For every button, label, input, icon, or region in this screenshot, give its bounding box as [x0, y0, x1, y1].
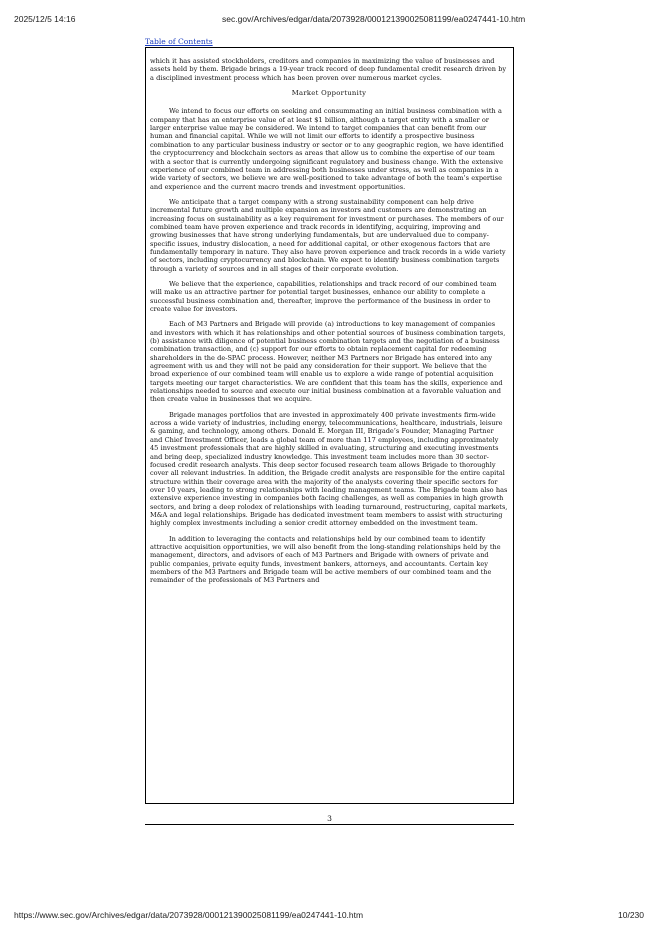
paragraph-brigade-portfolios: Brigade manages portfolios that are invested in approximately 400 private investments firm-wide across a wide variety of industries, including energy, telecommunications, healthcare, industrials, leisure & gaming, and technology, among others. Donald E. Morgan III, Brigade’s Founder, Managing Partner and Chief Investment Officer, leads a global team of more than 117 employees, including approximately 45 investment professionals that are highly skilled in evaluating, structuring and executing investments and bring deep, specialized industry knowledge. This investment team includes more than 30 sector-focused credit research analysts. This deep sector focused research team allows Brigade to thoroughly cover all relevant industries. In addition, the Brigade credit analysts are responsible for the entire capital structure within their coverage area with the majority of the analysts covering their specific sectors for over 10 years, leading to strong relationships with leading management teams. The Brigade team also has extensive experience investing in companies both facing challenges, as well as companies in high growth sectors, and bring a deep rolodex of relationships with leading turnaround, restructuring, capital markets, M&A and legal relationships. Brigade has dedicated investment team members to assist with structuring highly complex investments including a senior credit attorney embedded on the investment team.	[150, 410, 508, 528]
print-footer-url: https://www.sec.gov/Archives/edgar/data/2073928/000121390025081199/ea0247441-10.htm	[14, 910, 364, 920]
page-number: 3	[327, 814, 332, 823]
page-divider	[145, 824, 514, 825]
print-page-count: 10/230	[618, 910, 644, 920]
intro-paragraph: which it has assisted stockholders, creditors and companies in maximizing the value of businesses and assets held by them. Brigade brings a 19-year track record of deep fundamental credit research driven by a disciplined investment process which has been proven over numerous market cycles.	[150, 57, 507, 82]
section-heading-market-opportunity: Market Opportunity	[291, 89, 367, 98]
table-of-contents-link[interactable]: Table of Contents	[145, 37, 213, 46]
document-body	[145, 47, 514, 804]
print-date: 2025/12/5 14:16	[14, 14, 76, 24]
paragraph-sustainability: We anticipate that a target company with a strong sustainability component can help drive incremental future growth and multiple expansion as investors and customers are demonstrating an increasing focus on sustainability as a key requirement for investment or purchases. The members of our combined team have proven experience and track records in identifying, acquiring, improving and growing businesses that have strong underlying fundamentals, but are undervalued due to company-specific issues, industry dislocation, a need for additional capital, or other exogenous factors that are fundamentally temporary in nature. They also have proven experience and track records in a wide variety of sectors, including cryptocurrency and blockchain. We expect to identify business combination targets through a variety of sources and in all stages of their corporate evolution.	[150, 197, 506, 273]
paragraph-relationships: In addition to leveraging the contacts and relationships held by our combined team to identify attractive acquisition opportunities, we will also benefit from the long-standing relationships held by the management, directors, and advisors of each of M3 Partners and Brigade with owners of private and public companies, private equity funds, investment bankers, attorneys, and accountants. Certain key members of the M3 Partners and Brigade team will be active members of our combined team and the remainder of the professionals of M3 Partners and	[150, 534, 501, 585]
paragraph-attractive-partner: We believe that the experience, capabilities, relationships and track record of our combined team will make us an attractive partner for potential target businesses, enhance our ability to complete a successful business combination and, thereafter, improve the performance of the business in order to create value for investors.	[150, 279, 497, 313]
paragraph-target-focus: We intend to focus our efforts on seeking and consummating an initial business combination with a company that has an enterprise value of at least $1 billion, although a target entity with a smaller or larger enterprise value may be considered. We intend to target companies that can benefit from our human and financial capital. While we will not limit our efforts to identify a prospective business combination to any particular business industry or sector or to any geographic region, we have identified the cryptocurrency and blockchain sectors as areas that allow us to combine the expertise of our team with a sector that is currently undergoing significant regulatory and business change. With the extensive experience of our combined team in addressing both businesses under stress, as well as companies in a wide variety of sectors, we believe we are well-positioned to take advantage of both the team’s expertise and experience and the current macro trends and investment opportunities.	[150, 107, 504, 191]
paragraph-m3-brigade-support: Each of M3 Partners and Brigade will provide (a) introductions to key management of companies and investors with which it has relationships and other potential sources of business combination targets, (b) assistance with diligence of potential business combination targets and the negotiation of a business combination transaction, and (c) support for our efforts to obtain replacement capital for redeeming shareholders in the de-SPAC process. However, neither M3 Partners nor Brigade has entered into any agreement with us and they will not be paid any consideration for their support. We believe that the broad experience of our combined team will enable us to explore a wide range of potential acquisition targets meeting our target characteristics. We are confident that this team has the skills, experience and relationships needed to source and execute our initial business combination at a favorable valuation and then create value in businesses that we acquire.	[150, 320, 506, 404]
print-header-url: sec.gov/Archives/edgar/data/2073928/000121390025081199/ea0247441-10.htm	[222, 14, 526, 24]
